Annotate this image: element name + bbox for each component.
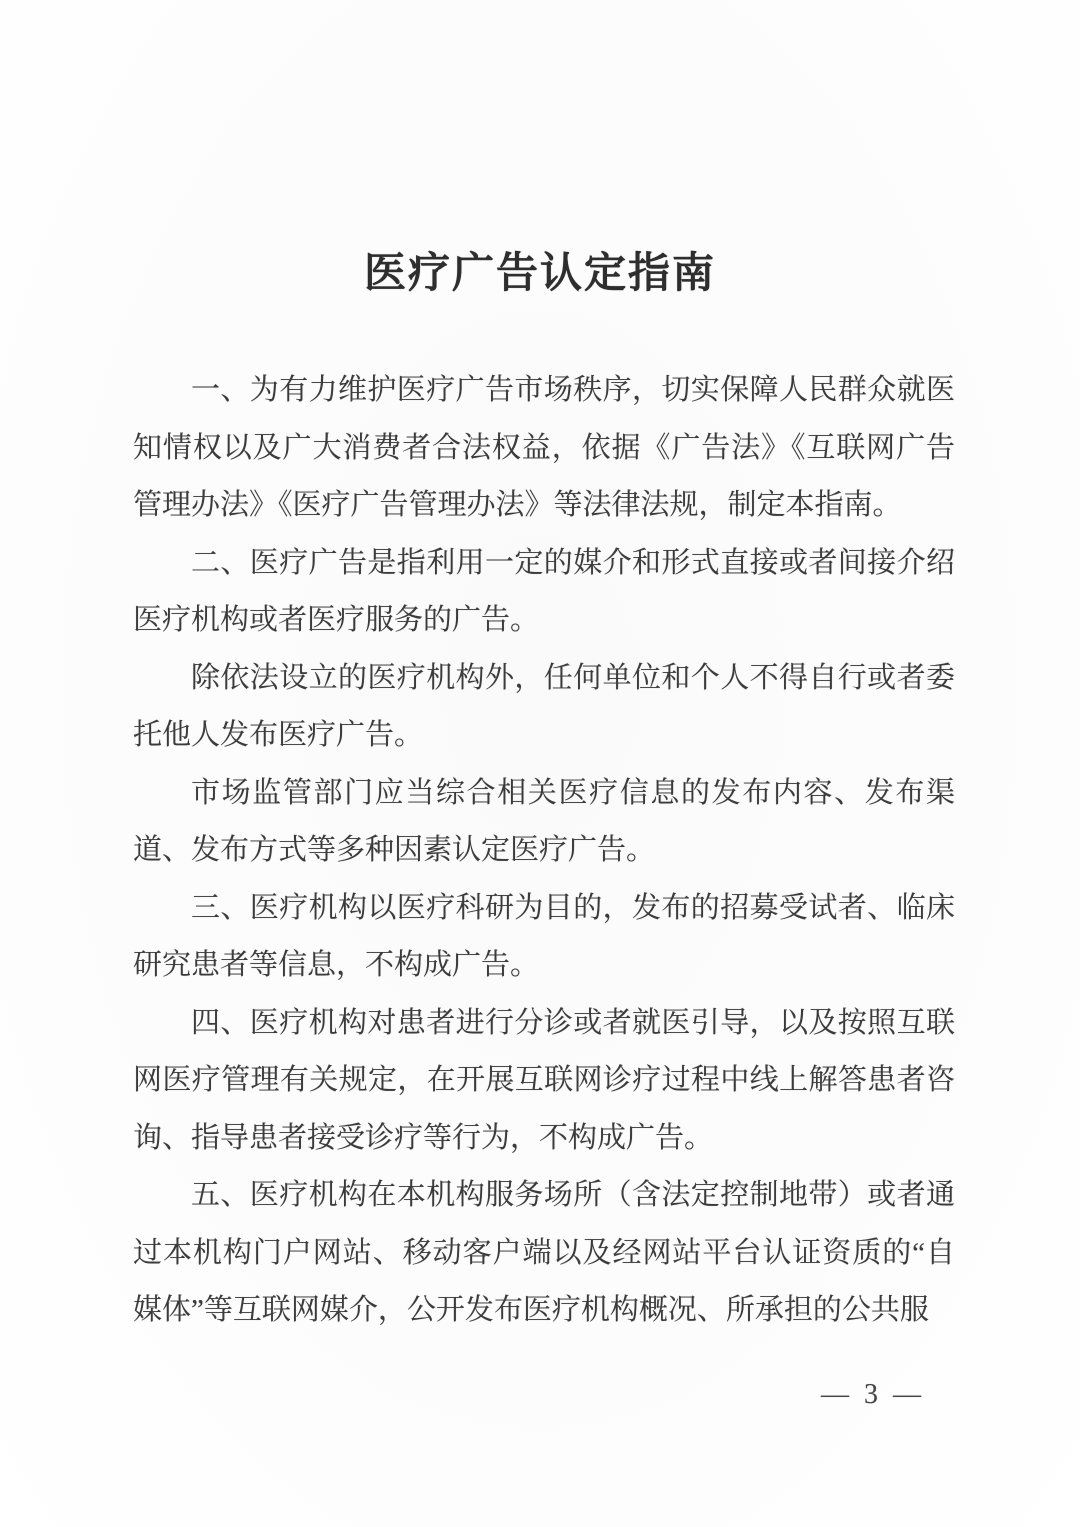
paragraph-3: 除依法设立的医疗机构外，任何单位和个人不得自行或者委托他人发布医疗广告。 [133, 661, 955, 751]
paragraph-2: 二、医疗广告是指利用一定的媒介和形式直接或者间接介绍医疗机构或者医疗服务的广告。 [133, 546, 955, 636]
document-title: 医疗广告认定指南 [363, 251, 716, 297]
paragraph-6: 四、医疗机构对患者进行分诊或者就医引导，以及按照互联网医疗管理有关规定，在开展互联网诊疗过程中线上解答患者咨询、指导患者接受诊疗等行为，不构成广告。 [133, 1006, 955, 1154]
paragraph-1: 一、为有力维护医疗广告市场秩序，切实保障人民群众就医知情权以及广大消费者合法权益，依据《广告法》《互联网广告管理办法》《医疗广告管理办法》等法律法规，制定本指南。 [133, 374, 955, 521]
paragraph-4: 市场监管部门应当综合相关医疗信息的发布内容、发布渠道、发布方式等多种因素认定医疗广告。 [133, 776, 955, 866]
paragraph-5: 三、医疗机构以医疗科研为目的，发布的招募受试者、临床研究患者等信息，不构成广告。 [133, 891, 955, 981]
page-number: — 3 — [821, 1379, 925, 1410]
document-body [133, 362, 955, 1340]
paragraph-7: 五、医疗机构在本机构服务场所（含法定控制地带）或者通过本机构门户网站、移动客户端以及经网站平台认证资质的“自媒体”等互联网媒介，公开发布医疗机构概况、所承担的公共服 [133, 1179, 955, 1326]
